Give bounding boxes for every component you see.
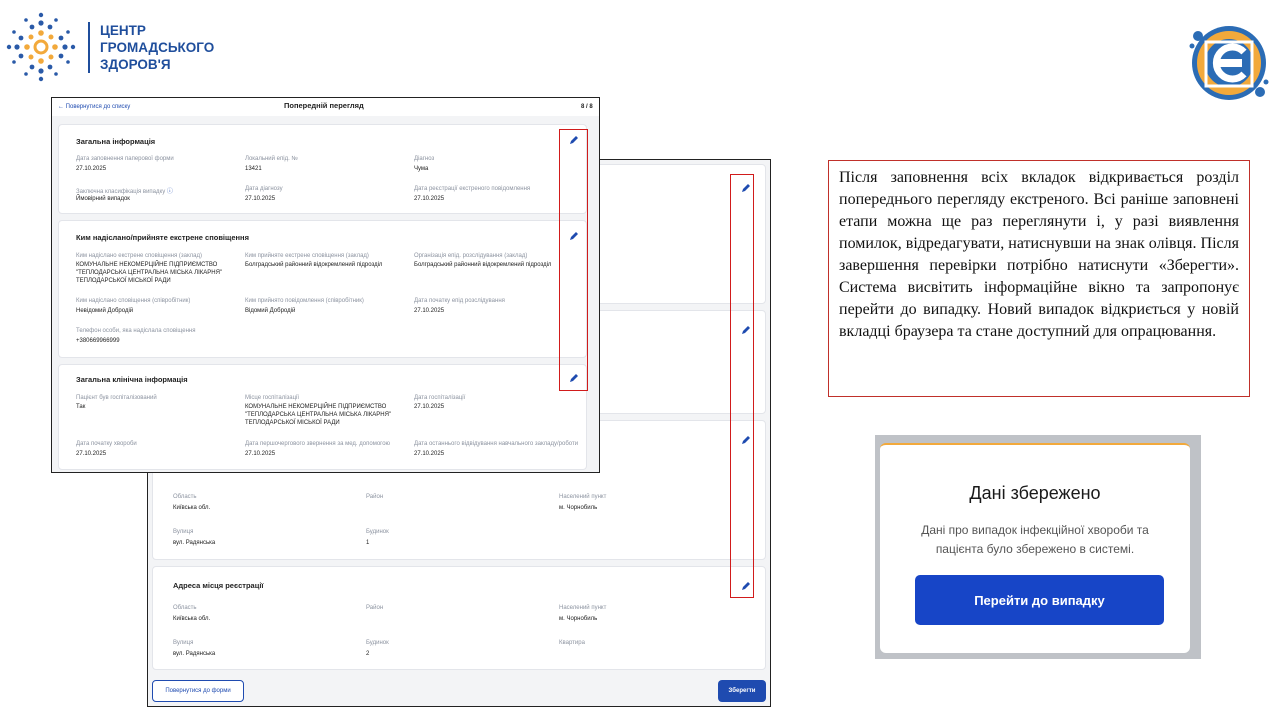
- field-value: 13421: [245, 166, 262, 172]
- field-value: +380669966999: [76, 338, 120, 344]
- field-label: Квартира: [559, 640, 585, 646]
- field-value: Невідомий Добродій: [76, 308, 134, 314]
- section-notification: [58, 220, 587, 358]
- field-label: Телефон особи, яка надіслала сповіщення: [76, 328, 196, 334]
- field-label: Дата початку епід розслідування: [414, 298, 505, 304]
- field-value: 27.10.2025: [76, 166, 107, 172]
- field-value: м. Чорнобиль: [559, 616, 598, 622]
- field-value: Так: [76, 404, 86, 410]
- field-value: Відомий Добродій: [245, 308, 296, 314]
- org-name: [88, 22, 248, 73]
- field-label: Вулиця: [173, 640, 194, 646]
- field-label: Район: [366, 605, 384, 611]
- org-name-line: ГРОМАДСЬКОГО: [100, 40, 215, 55]
- field-label: Дата реєстрації екстреного повідомлення: [414, 186, 531, 192]
- field-value: "ТЕПЛОДАРСЬКА ЦЕНТРАЛЬНА МІСЬКА ЛІКАРНЯ": [76, 270, 223, 276]
- org-name-line: ЗДОРОВ'Я: [100, 57, 171, 72]
- field-label: Дата заповнення паперової форми: [76, 156, 174, 162]
- preview-screenshot-front: [51, 97, 600, 473]
- info-icon[interactable]: ⓘ: [166, 189, 173, 195]
- section-title: Адреса місця реєстрації: [173, 581, 264, 590]
- field-value: КОМУНАЛЬНЕ НЕКОМЕРЦІЙНЕ ПІДПРИЄМСТВО: [76, 262, 218, 268]
- description-text: Після заповнення всіх вкладок відкривається розділ попереднього перегляду екстреного. Всі раніше заповнені етапи можна ще раз переглянути і, у разі виявлення помилок, відредагувати, натиснувши на знак олівця. Після завершення перевірки потрібно натиснути «Зберегти». Система висвітить інформаційне вікно та запропонує перейти до випадку. Новий випадок відкриється у новій вкладці браузера та стане доступний для опрацювання.: [828, 160, 1250, 397]
- field-label: Діагноз: [414, 156, 435, 162]
- save-button[interactable]: Зберегти: [718, 680, 766, 702]
- field-label: Область: [173, 494, 197, 500]
- section-title: Загальна інформація: [76, 137, 156, 146]
- field-value: Болградський районний відокремлений підрозділ: [414, 262, 552, 268]
- field-label-text: Заключна класифікація випадку: [76, 189, 166, 195]
- section-title: Загальна клінічна інформація: [76, 375, 188, 384]
- field-value: Ймовірний випадок: [76, 196, 130, 202]
- field-value: ТЕПЛОДАРСЬКОЇ МІСЬКОЇ РАДИ: [76, 278, 171, 284]
- highlight-box: [559, 129, 588, 391]
- highlight-box: [730, 174, 754, 598]
- field-value: 27.10.2025: [76, 451, 107, 457]
- field-label: Організація епід. розслідування (заклад): [414, 253, 528, 259]
- field-label: Дата госпіталізації: [414, 395, 466, 401]
- field-label: Дата початку хвороби: [76, 441, 137, 447]
- section-card: [152, 566, 766, 670]
- dialog-title: Дані збережено: [969, 483, 1101, 503]
- field-label: Населений пункт: [559, 494, 607, 500]
- saved-dialog-screenshot: [875, 435, 1201, 659]
- field-label: Будинок: [366, 640, 389, 646]
- field-value: 27.10.2025: [414, 404, 445, 410]
- arrow-left-icon: ←: [58, 104, 64, 110]
- field-label: Місце госпіталізації: [245, 395, 300, 401]
- field-value: 27.10.2025: [414, 196, 445, 202]
- field-value: вул. Радянська: [173, 651, 216, 657]
- section-title: Ким надіслано/прийняте екстрене сповіщення: [76, 233, 249, 242]
- field-value: 27.10.2025: [414, 451, 445, 457]
- field-label: Дата першочергового звернення за мед. допомогою: [245, 441, 391, 447]
- field-label: Ким надіслано сповіщення (співробітник): [76, 298, 191, 304]
- system-logo-icon: [1186, 18, 1272, 104]
- field-label: Ким прийняте екстрене сповіщення (заклад): [245, 253, 369, 259]
- page-counter: 8 / 8: [581, 104, 593, 110]
- back-to-form-button[interactable]: Повернутися до форми: [152, 680, 244, 702]
- org-name-line: ЦЕНТР: [100, 23, 146, 38]
- field-value: 27.10.2025: [245, 451, 276, 457]
- page-title: Попередній перегляд: [284, 101, 364, 110]
- saved-dialog: [880, 443, 1190, 653]
- field-value: Чума: [414, 166, 429, 172]
- field-value: 1: [366, 540, 370, 546]
- field-label: Пацієнт був госпіталізований: [76, 395, 157, 401]
- field-label: Локальний епід. №: [245, 156, 298, 162]
- field-label: Вулиця: [173, 529, 194, 535]
- field-label: Дата діагнозу: [245, 186, 283, 192]
- preview-header: [52, 98, 599, 116]
- field-label: Район: [366, 494, 384, 500]
- org-logo-icon: [6, 12, 76, 82]
- field-label: Ким надіслано екстрене сповіщення (заклад): [76, 253, 203, 259]
- field-label: Населений пункт: [559, 605, 607, 611]
- field-value: 27.10.2025: [245, 196, 276, 202]
- field-value: ТЕПЛОДАРСЬКОЇ МІСЬКОЇ РАДИ: [245, 420, 340, 426]
- field-value: "ТЕПЛОДАРСЬКА ЦЕНТРАЛЬНА МІСЬКА ЛІКАРНЯ": [245, 412, 392, 418]
- field-label: Область: [173, 605, 197, 611]
- back-to-list-label: Повернутися до списку: [65, 104, 131, 110]
- field-value: Болградський районний відокремлений підрозділ: [245, 262, 383, 268]
- section-general-info: [58, 124, 587, 214]
- field-value: 27.10.2025: [414, 308, 445, 314]
- section-clinical: [58, 364, 587, 470]
- field-label: Будинок: [366, 529, 389, 535]
- field-value: 2: [366, 651, 370, 657]
- field-label: [76, 186, 173, 195]
- field-value: вул. Радянська: [173, 540, 216, 546]
- go-to-case-button[interactable]: Перейти до випадку: [915, 575, 1164, 625]
- back-to-list-link[interactable]: [58, 103, 130, 111]
- field-label: Дата останнього відвідування навчального закладу/роботи: [414, 441, 579, 447]
- field-value: м. Чорнобиль: [559, 505, 598, 511]
- field-value: КОМУНАЛЬНЕ НЕКОМЕРЦІЙНЕ ПІДПРИЄМСТВО: [245, 404, 387, 410]
- field-value: Київська обл.: [173, 616, 211, 622]
- field-label: Ким прийнято повідомлення (співробітник): [245, 298, 364, 304]
- dialog-message: Дані про випадок інфекційної хвороби та пацієнта було збережено в системі.: [921, 523, 1149, 556]
- field-value: Київська обл.: [173, 505, 211, 511]
